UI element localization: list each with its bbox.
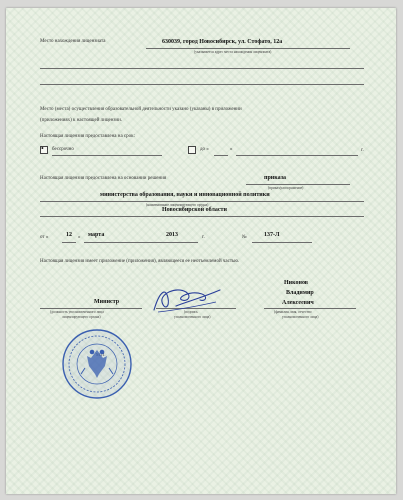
day-underline — [62, 242, 76, 243]
signatory-position: Министр — [94, 299, 120, 305]
term-month-underline — [236, 155, 358, 156]
term-until-quote-close: » — [230, 147, 233, 152]
license-page — [6, 8, 396, 494]
address-label: Место нахождения лицензиата — [40, 39, 106, 44]
checked-mark: • — [41, 144, 44, 153]
month-underline — [84, 242, 158, 243]
authority-underline-2 — [40, 216, 364, 217]
doc-type-value: приказа — [264, 175, 287, 181]
name-hint-1: (фамилия, имя, отчество — [274, 310, 312, 314]
position-hint-1: (должность уполномоченного лица — [50, 310, 104, 314]
name-hint-2: уполномоченного лица) — [282, 315, 319, 319]
decree-year: 2013 — [166, 232, 178, 238]
term-unlimited-label: бессрочно — [52, 147, 74, 152]
position-hint-2: лицензирующего органа) — [62, 315, 101, 319]
signatory-name: Владимир — [286, 290, 314, 296]
address-hint: (указывается адрес места нахождения лицензиата) — [194, 50, 272, 54]
basis-label: Настоящая лицензия предоставлена на основании решения — [40, 176, 167, 181]
authority-line-2: Новосибирской области — [162, 207, 227, 213]
signature-hint-2: уполномоченного лица) — [174, 315, 211, 319]
official-seal-image — [61, 328, 133, 400]
term-day-underline — [214, 155, 228, 156]
term-until-checkbox — [188, 146, 196, 154]
blank-line-1 — [40, 68, 364, 69]
number-underline — [252, 242, 312, 243]
decree-month: марта — [88, 232, 105, 238]
address-underline — [146, 48, 350, 49]
from-label: от « — [40, 235, 49, 240]
doc-type-underline — [246, 184, 350, 185]
signatory-surname: Никонов — [284, 280, 309, 286]
activity-places-text-2: (приложениях) к настоящей лицензии. — [40, 118, 122, 123]
position-underline — [40, 308, 142, 309]
address-value: 630039, город Новосибирск, ул. Стофато, 12а — [162, 39, 283, 45]
term-until-label: до « — [200, 147, 209, 152]
decree-year-suffix: г. — [202, 235, 205, 240]
term-unlimited-underline — [52, 155, 162, 156]
signatory-patronymic: Алексеевич — [282, 300, 314, 306]
activity-places-text-1: Место (места) осуществления образовательной деятельности указано (указаны) в приложении — [40, 107, 242, 112]
decree-number: 137-Л — [264, 232, 280, 238]
authority-underline-1 — [40, 201, 364, 202]
decree-number-label: № — [242, 235, 247, 240]
signature-hint-1: (подпись — [184, 310, 198, 314]
authority-line-1: министерства образования, науки и инновационной политики — [100, 192, 270, 198]
year-underline — [158, 242, 198, 243]
signature-image — [146, 280, 226, 320]
authority-hint: (наименование лицензирующего органа) — [146, 203, 209, 207]
term-label: Настоящая лицензия предоставлена на срок: — [40, 134, 135, 139]
blank-line-2 — [40, 84, 364, 85]
decree-day: 12 — [66, 232, 72, 238]
term-year-suffix: г. — [361, 148, 364, 153]
doc-type-hint: (приказ/распоряжение) — [268, 186, 304, 190]
term-unlimited-checkbox — [40, 146, 48, 154]
name-underline — [264, 308, 356, 309]
day-quote-close: » — [78, 235, 81, 240]
appendix-note: Настоящая лицензия имеет приложение (приложения), являющееся ее неотъемлемой частью. — [40, 259, 240, 264]
